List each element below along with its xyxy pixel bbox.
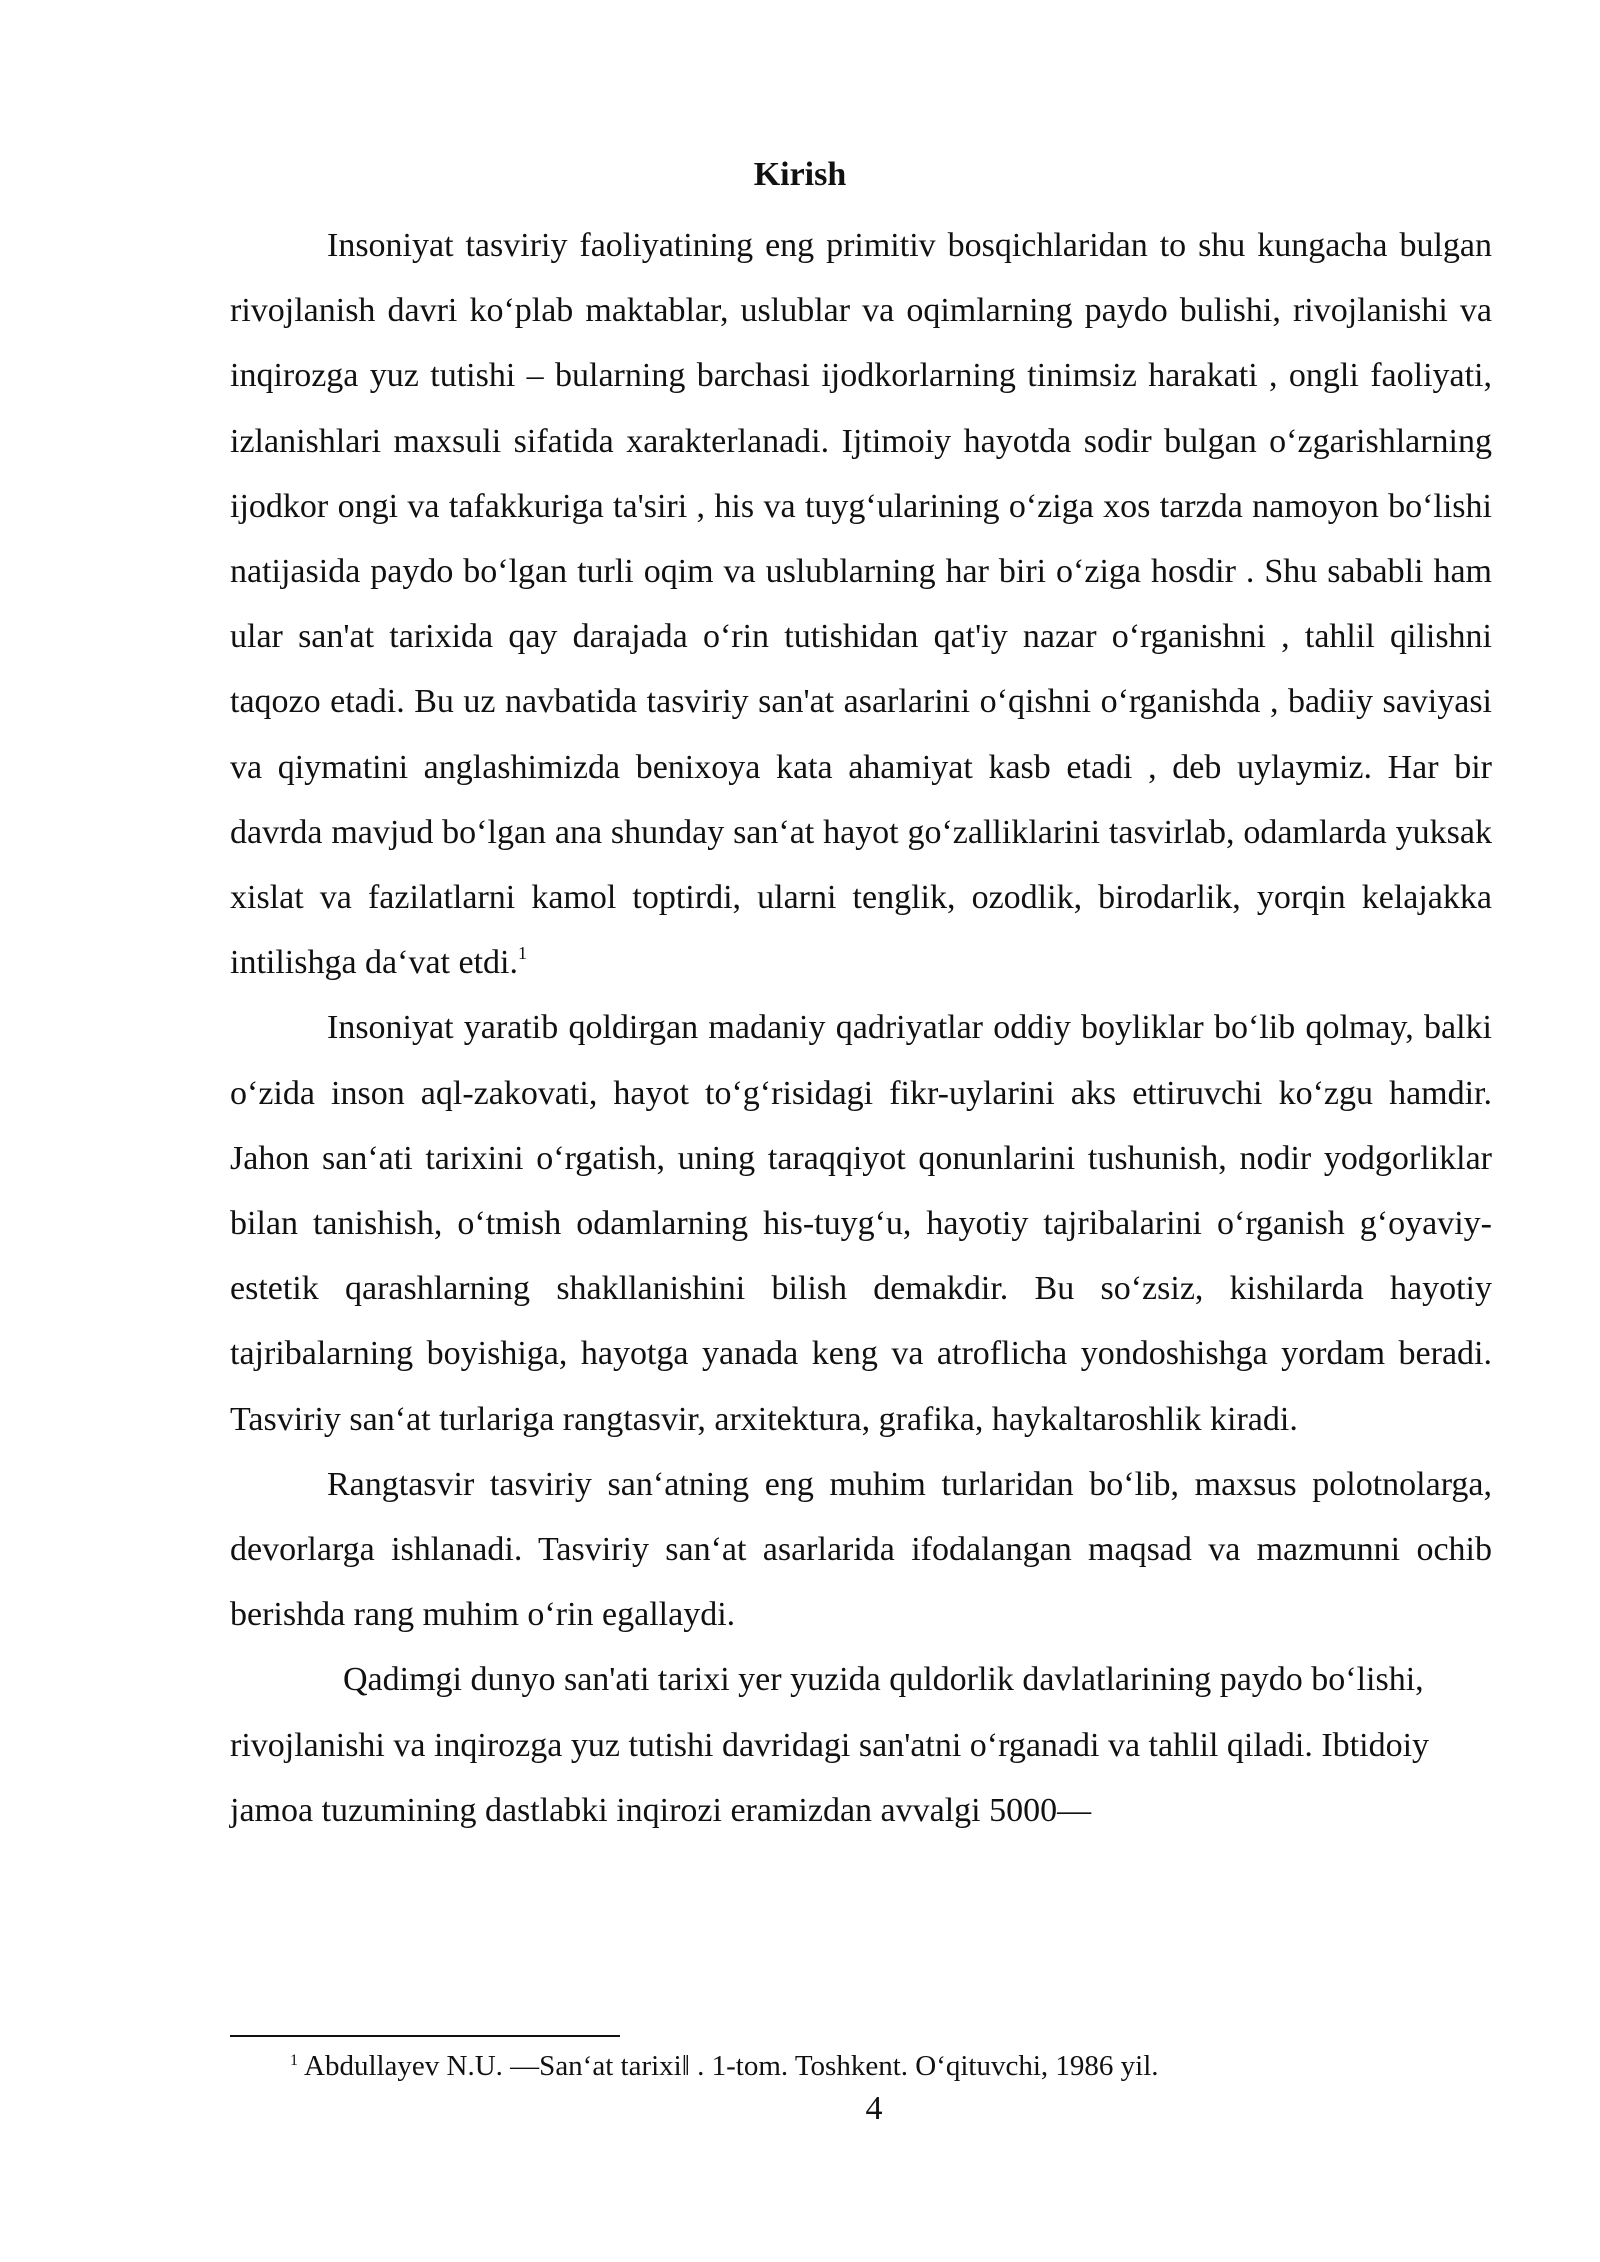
footnote-text: Abdullayev N.U. —San‘at tarixi‖ . 1-tom. Toshkent. O‘qituvchi, 1986 yil. <box>304 2050 1159 2082</box>
paragraph <box>230 1647 1492 1843</box>
footnote-separator <box>230 2035 620 2037</box>
footnote <box>290 2046 1159 2086</box>
paragraph-text: Qadimgi dunyo san'ati tarixi yer yuzida quldorlik davlatlarining paydo bo‘lishi, rivojlanishi va inqirozga yuz tutishi davridagi san'atni o‘rganadi va tahlil qiladi. Ibtidoiy jamoa tuzumining dastlabki inqirozi eramizdan avvalgi 5000— <box>230 1661 1430 1829</box>
footnote-marker: 1 <box>290 2052 298 2069</box>
page-number: 4 <box>865 2090 883 2127</box>
paragraph <box>230 213 1492 995</box>
section-heading: Kirish <box>753 156 847 193</box>
paragraph <box>230 1452 1492 1648</box>
paragraph-text: Insoniyat tasviriy faoliyatining eng primitiv bosqichlaridan to shu kungacha bulgan rivojlanish davri ko‘plab maktablar, uslublar va oqimlarning paydo bulishi, rivojlanishi va inqirozga yuz tutishi – bularning barchasi ijodkorlarning tinimsiz harakati , ongli faoliyati, izlanishlari maxsuli sifatida xarakterlanadi. Ijtimoiy hayotda sodir bulgan o‘zgarishlarning ijodkor ongi va tafakkuriga ta'siri , his va tuyg‘ularining o‘ziga xos tarzda namoyon bo‘lishi natijasida paydo bo‘lgan turli oqim va uslublarning har biri o‘ziga hosdir . Shu sababli ham ular san'at tarixida qay darajada o‘rin tutishidan qat'iy nazar o‘rganishni , tahlil qilishni taqozo etadi. Bu uz navbatida tasviriy san'at asarlarini o‘qishni o‘rganishda , badiiy saviyasi va qiymatini anglashimizda benixoya kata ahamiyat kasb etadi , deb uylaymiz. Har bir davrda mavjud bo‘lgan ana shunday san‘at hayot go‘zalliklarini tasvirlab, odamlarda yuksak xislat va fazilatlarni kamol toptirdi, ularni tenglik, ozodlik, birodarlik, yorqin kelajakka intilishga da‘vat etdi. <box>230 227 1492 982</box>
paragraph-text: Insoniyat yaratib qoldirgan madaniy qadriyatlar oddiy boyliklar bo‘lib qolmay, balki o‘zida inson aql-zakovati, hayot to‘g‘risidagi fikr-uylarini aks ettiruvchi ko‘zgu hamdir. Jahon san‘ati tarixini o‘rgatish, uning taraqqiyot qonunlarini tushunish, nodir yodgorliklar bilan tanishish, o‘tmish odamlarning his-tuyg‘u, hayotiy tajribalarini o‘rganish g‘oyaviy-estetik qarashlarning shakllanishini bilish demakdir. Bu so‘zsiz, kishilarda hayotiy tajribalarning boyishiga, hayotga yanada keng va atroflicha yondoshishga yordam beradi. Tasviriy san‘at turlariga rangtasvir, arxitektura, grafika, haykaltaroshlik kiradi. <box>230 1009 1492 1438</box>
footnote-reference: 1 <box>518 943 527 964</box>
paragraph-text: Rangtasvir tasviriy san‘atning eng muhim turlaridan bo‘lib, maxsus polotnolarga, devorlarga ishlanadi. Tasviriy san‘at asarlarida ifodalangan maqsad va mazmunni ochib berishda rang muhim o‘rin egallaydi. <box>230 1465 1492 1634</box>
body-text <box>230 213 1492 1843</box>
paragraph <box>230 995 1492 1451</box>
